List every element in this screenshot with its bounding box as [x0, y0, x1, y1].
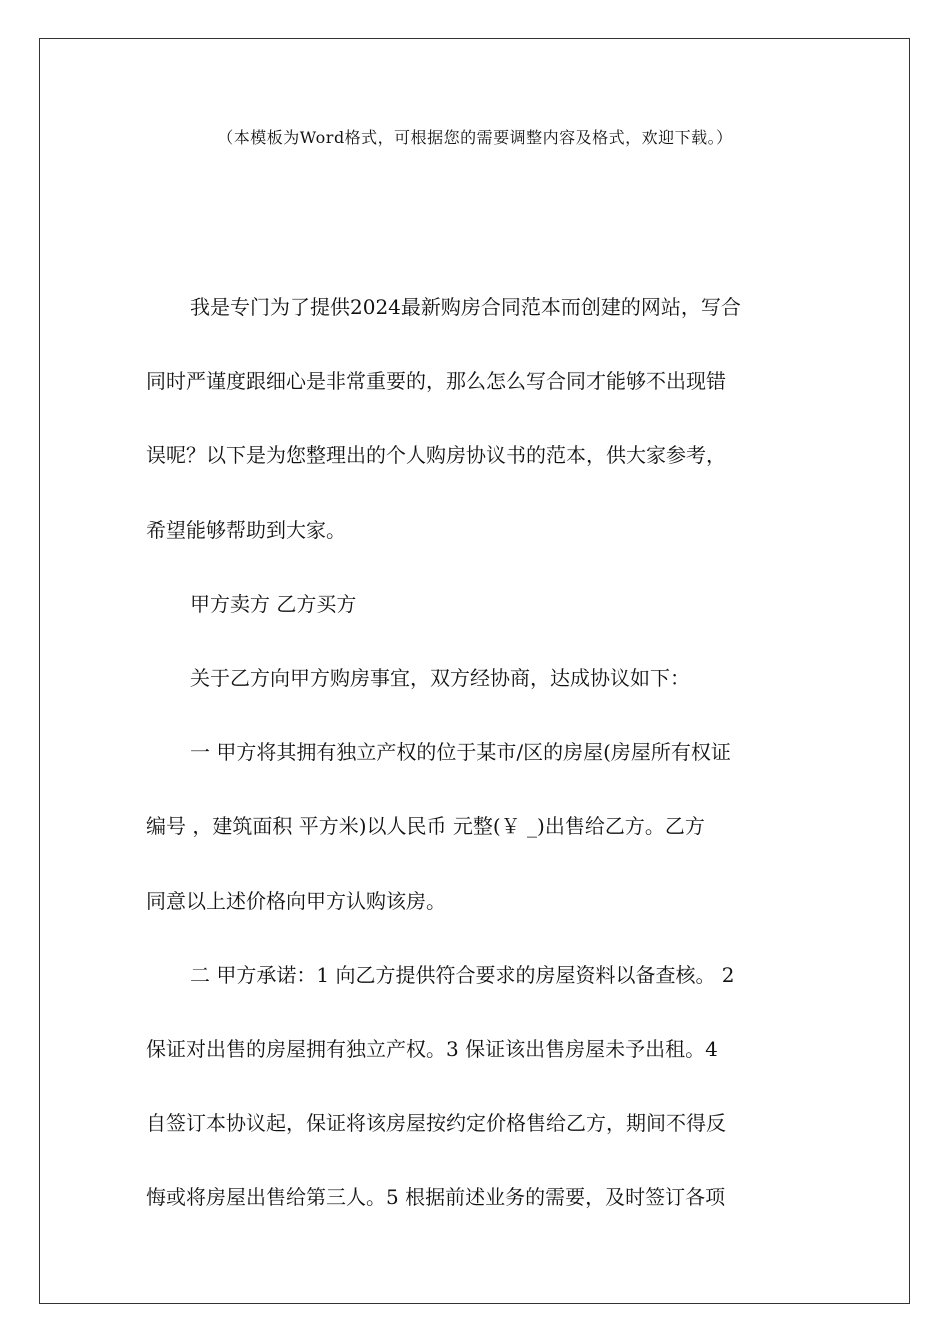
- intro-line-4: 希望能够帮助到大家。: [146, 517, 346, 542]
- clause-two-line-3: 自签订本协议起，保证将该房屋按约定价格售给乙方，期间不得反: [146, 1111, 726, 1136]
- clause-two-line-2: 保证对出售的房屋拥有独立产权。3 保证该出售房屋未予出租。4: [146, 1037, 718, 1062]
- clause-two-line-4: 悔或将房屋出售给第三人。5 根据前述业务的需要，及时签订各项: [146, 1185, 726, 1210]
- intro-line-3: 误呢？以下是为您整理出的个人购房协议书的范本，供大家参考，: [146, 443, 726, 468]
- clause-one-line-1: 一 甲方将其拥有独立产权的位于某市/区的房屋(房屋所有权证: [190, 740, 731, 765]
- agreement-intro-line: 关于乙方向甲方购房事宜，双方经协商，达成协议如下：: [190, 666, 690, 691]
- clause-one-line-2: 编号 ，建筑面积 平方米)以人民币 元整(￥ _)出售给乙方。乙方: [146, 814, 705, 839]
- clause-one-line-3: 同意以上述价格向甲方认购该房。: [146, 888, 446, 913]
- clause-two-line-1: 二 甲方承诺：1 向乙方提供符合要求的房屋资料以备查核。 2: [190, 962, 735, 987]
- intro-line-2: 同时严谨度跟细心是非常重要的，那么怎么写合同才能够不出现错: [146, 369, 726, 394]
- template-note: （本模板为Word格式，可根据您的需要调整内容及格式，欢迎下载。）: [217, 128, 733, 147]
- parties-line: 甲方卖方 乙方买方: [190, 591, 357, 616]
- document-body: [146, 270, 810, 1235]
- intro-line-1: 我是专门为了提供2024最新购房合同范本而创建的网站，写合: [190, 295, 741, 319]
